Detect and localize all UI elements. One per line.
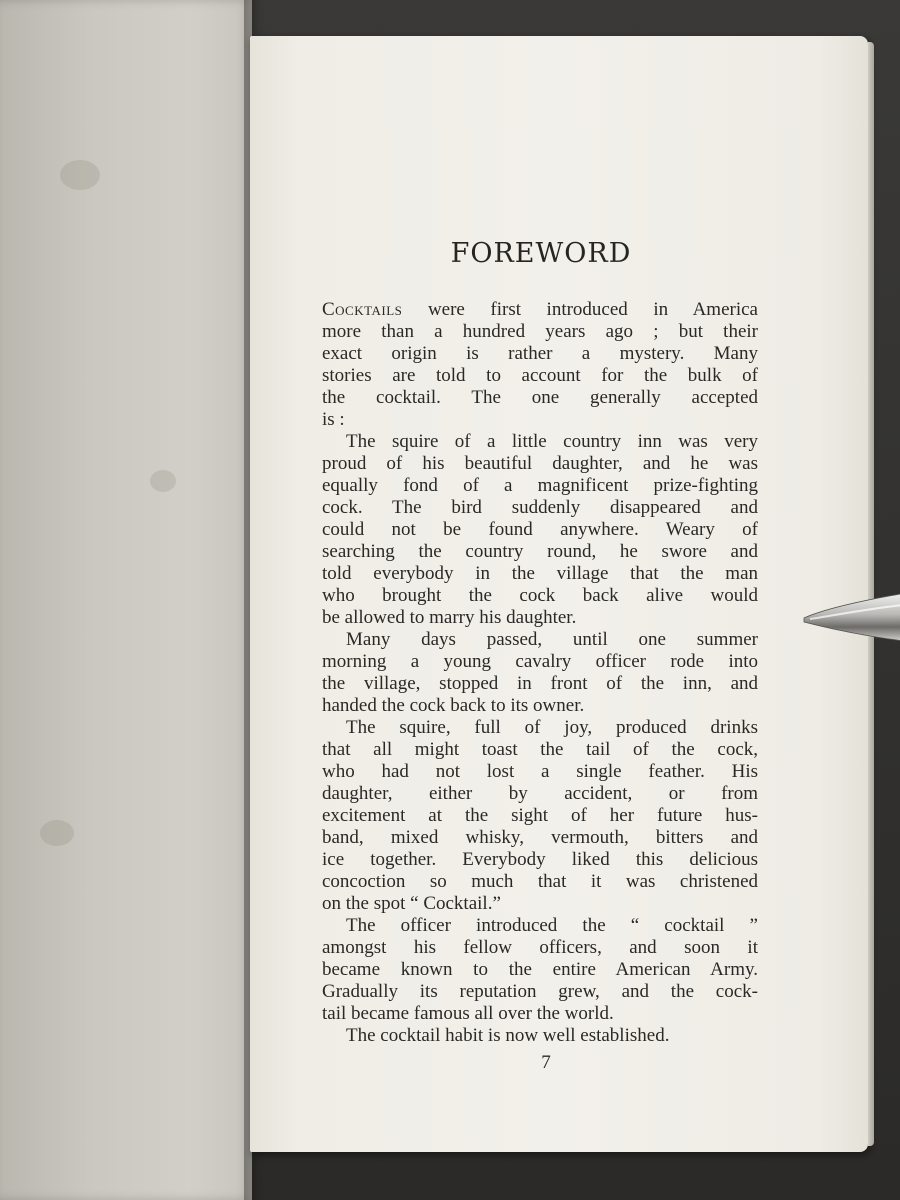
text-line: that all might toast the tail of the cock, (322, 739, 758, 760)
text-line: told everybody in the village that the man (322, 563, 758, 584)
text-line: is : (322, 409, 345, 430)
right-page (250, 36, 868, 1152)
text-line: could not be found anywhere. Weary of (322, 519, 758, 540)
text-line: band, mixed whisky, vermouth, bitters and (322, 827, 758, 848)
first-word-small-caps: Cocktails (322, 299, 403, 320)
text-line: The officer introduced the “ cocktail ” (346, 915, 758, 936)
text-line: on the spot “ Cocktail.” (322, 893, 501, 914)
text-line: who had not lost a single feather. His (322, 761, 758, 782)
text-line: excitement at the sight of her future hus- (322, 805, 758, 826)
text-line: amongst his fellow officers, and soon it (322, 937, 758, 958)
text-line: the cocktail. The one generally accepted (322, 387, 758, 408)
text-line: concoction so much that it was christened (322, 871, 758, 892)
paper-stain (150, 470, 176, 492)
text-line: stories are told to account for the bulk of (322, 365, 758, 386)
text-line-rest: were first introduced in America (402, 299, 758, 320)
text-line: more than a hundred years ago ; but their (322, 321, 758, 342)
text-line: The squire, full of joy, produced drinks (346, 717, 758, 738)
text-line: equally fond of a magnificent prize-fighting (322, 475, 758, 496)
left-blank-page (0, 0, 252, 1200)
text-line: The cocktail habit is now well established. (346, 1025, 670, 1046)
text-line: daughter, either by accident, or from (322, 783, 758, 804)
text-line: exact origin is rather a mystery. Many (322, 343, 758, 364)
text-line: handed the cock back to its owner. (322, 695, 585, 716)
text-line: searching the country round, he swore and (322, 541, 758, 562)
text-line: be allowed to marry his daughter. (322, 607, 577, 628)
page-number: 7 (541, 1052, 551, 1073)
text-line: became known to the entire American Army. (322, 959, 758, 980)
text-line: who brought the cock back alive would (322, 585, 758, 606)
page-heading: FOREWORD (450, 238, 632, 269)
foreword-text (322, 299, 758, 1047)
text-line: cock. The bird suddenly disappeared and (322, 497, 758, 518)
text-line: Gradually its reputation grew, and the cock- (322, 981, 758, 1002)
text-line: tail became famous all over the world. (322, 1003, 614, 1024)
paper-stain (40, 820, 74, 846)
text-line (322, 299, 758, 321)
text-line: the village, stopped in front of the inn, and (322, 673, 758, 694)
metal-clip (802, 588, 900, 646)
text-line: proud of his beautiful daughter, and he was (322, 453, 758, 474)
text-line: The squire of a little country inn was very (346, 431, 758, 452)
text-line: ice together. Everybody liked this delicious (322, 849, 758, 870)
text-line: morning a young cavalry officer rode into (322, 651, 758, 672)
text-line: Many days passed, until one summer (346, 629, 758, 650)
paper-stain (60, 160, 100, 190)
